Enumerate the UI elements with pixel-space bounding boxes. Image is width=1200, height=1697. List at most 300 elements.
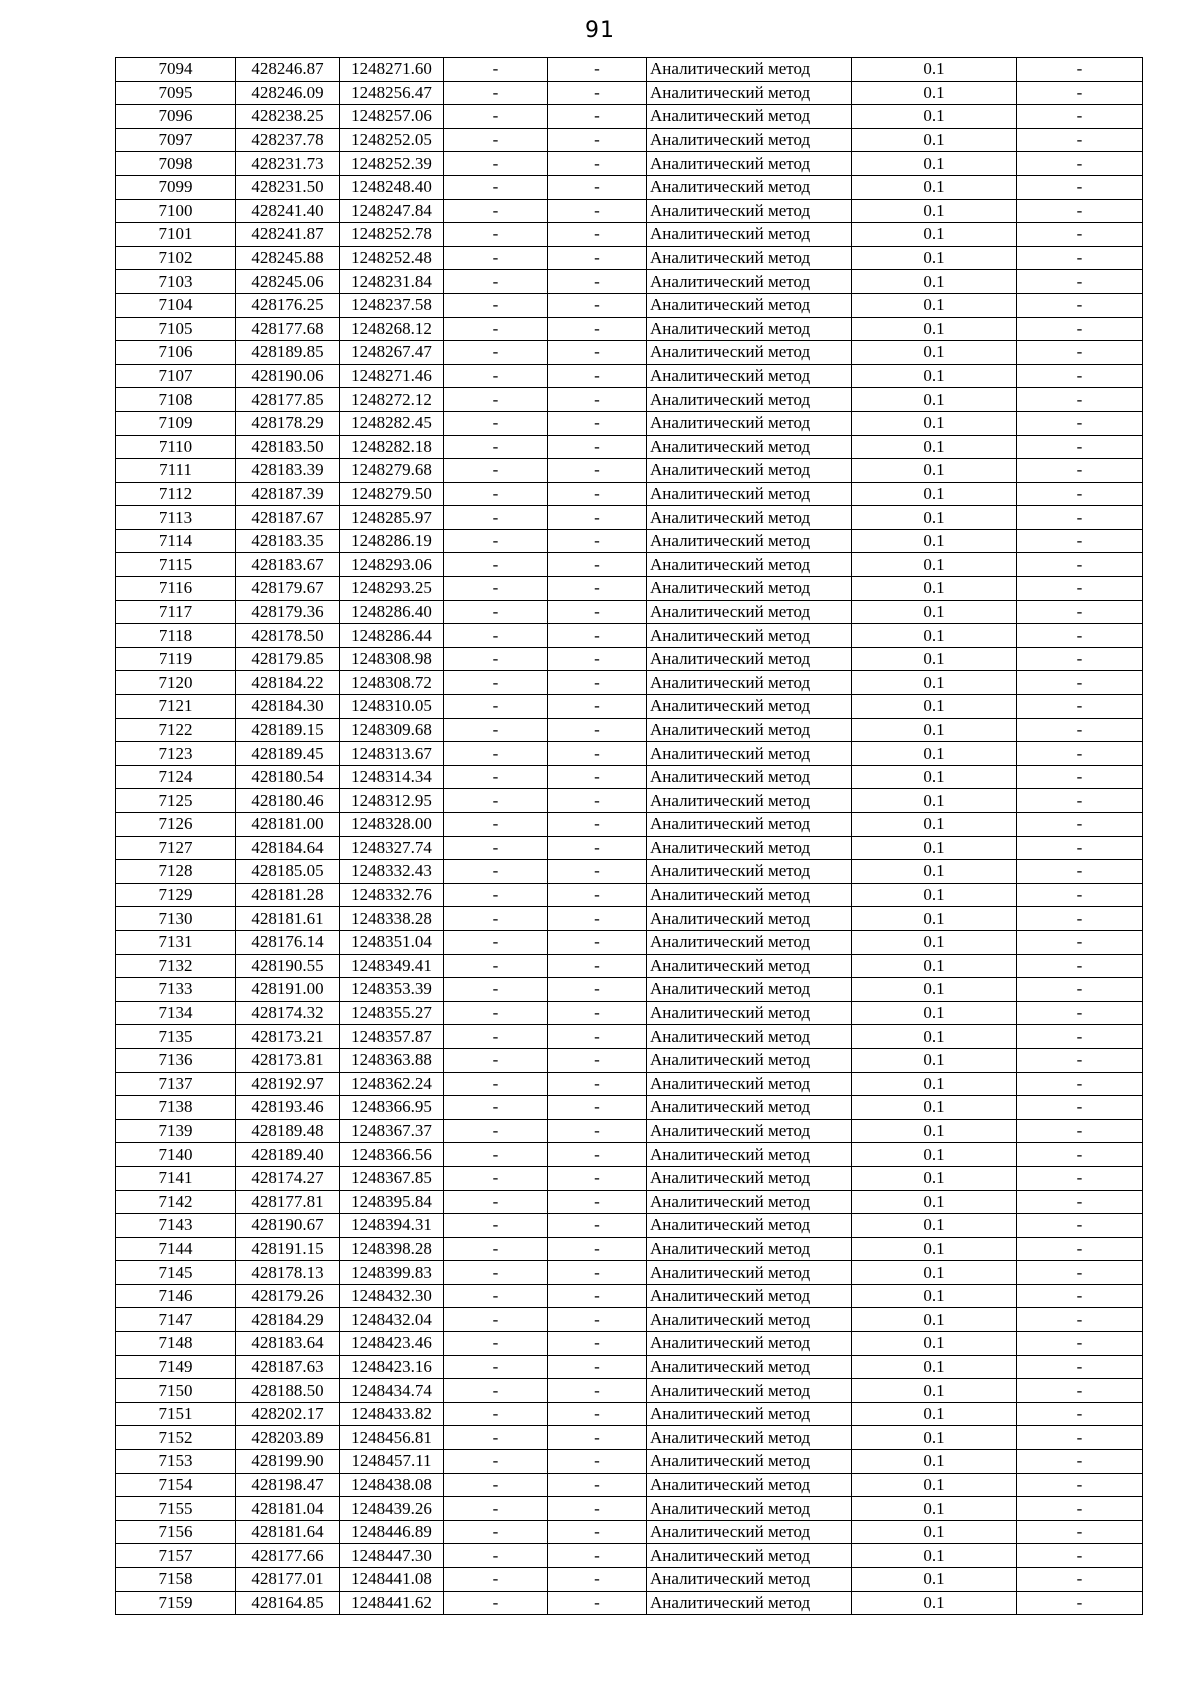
table-row <box>116 1284 1143 1308</box>
y-coordinate-cell: 1248312.95 <box>340 789 444 813</box>
note-cell: - <box>1017 1426 1143 1450</box>
precision-cell: 0.1 <box>852 647 1017 671</box>
precision-cell: 0.1 <box>852 600 1017 624</box>
x-coordinate-cell: 428189.48 <box>236 1119 340 1143</box>
y-coordinate-cell: 1248353.39 <box>340 978 444 1002</box>
precision-cell: 0.1 <box>852 1379 1017 1403</box>
y-coordinate-cell: 1248286.40 <box>340 600 444 624</box>
note-cell: - <box>1017 624 1143 648</box>
empty-dash-cell: - <box>548 270 647 294</box>
empty-dash-cell: - <box>548 341 647 365</box>
empty-dash-cell: - <box>548 152 647 176</box>
precision-cell: 0.1 <box>852 482 1017 506</box>
x-coordinate-cell: 428183.67 <box>236 553 340 577</box>
method-cell: Аналитический метод <box>647 1143 852 1167</box>
note-cell: - <box>1017 270 1143 294</box>
y-coordinate-cell: 1248252.78 <box>340 223 444 247</box>
note-cell: - <box>1017 364 1143 388</box>
empty-dash-cell: - <box>444 529 548 553</box>
empty-dash-cell: - <box>444 506 548 530</box>
method-cell: Аналитический метод <box>647 506 852 530</box>
method-cell: Аналитический метод <box>647 978 852 1002</box>
table-row <box>116 883 1143 907</box>
table-row <box>116 482 1143 506</box>
method-cell: Аналитический метод <box>647 789 852 813</box>
empty-dash-cell: - <box>444 742 548 766</box>
point-number-cell: 7109 <box>116 411 236 435</box>
empty-dash-cell: - <box>444 58 548 82</box>
method-cell: Аналитический метод <box>647 1096 852 1120</box>
y-coordinate-cell: 1248432.04 <box>340 1308 444 1332</box>
table-row <box>116 435 1143 459</box>
point-number-cell: 7143 <box>116 1214 236 1238</box>
precision-cell: 0.1 <box>852 1143 1017 1167</box>
point-number-cell: 7159 <box>116 1591 236 1615</box>
note-cell: - <box>1017 930 1143 954</box>
x-coordinate-cell: 428198.47 <box>236 1473 340 1497</box>
note-cell: - <box>1017 1143 1143 1167</box>
empty-dash-cell: - <box>548 506 647 530</box>
y-coordinate-cell: 1248271.46 <box>340 364 444 388</box>
x-coordinate-cell: 428177.85 <box>236 388 340 412</box>
note-cell: - <box>1017 152 1143 176</box>
precision-cell: 0.1 <box>852 1473 1017 1497</box>
y-coordinate-cell: 1248252.05 <box>340 128 444 152</box>
empty-dash-cell: - <box>444 930 548 954</box>
empty-dash-cell: - <box>548 1261 647 1285</box>
table-row <box>116 1355 1143 1379</box>
empty-dash-cell: - <box>548 1332 647 1356</box>
note-cell: - <box>1017 1568 1143 1592</box>
x-coordinate-cell: 428179.67 <box>236 577 340 601</box>
point-number-cell: 7130 <box>116 907 236 931</box>
empty-dash-cell: - <box>548 1520 647 1544</box>
empty-dash-cell: - <box>444 1119 548 1143</box>
point-number-cell: 7127 <box>116 836 236 860</box>
empty-dash-cell: - <box>444 411 548 435</box>
y-coordinate-cell: 1248447.30 <box>340 1544 444 1568</box>
table-body <box>116 58 1143 1615</box>
note-cell: - <box>1017 529 1143 553</box>
empty-dash-cell: - <box>548 1284 647 1308</box>
point-number-cell: 7133 <box>116 978 236 1002</box>
x-coordinate-cell: 428178.50 <box>236 624 340 648</box>
x-coordinate-cell: 428241.87 <box>236 223 340 247</box>
empty-dash-cell: - <box>444 459 548 483</box>
empty-dash-cell: - <box>444 624 548 648</box>
empty-dash-cell: - <box>548 1355 647 1379</box>
note-cell: - <box>1017 1332 1143 1356</box>
table-row <box>116 978 1143 1002</box>
table-row <box>116 175 1143 199</box>
note-cell: - <box>1017 58 1143 82</box>
note-cell: - <box>1017 341 1143 365</box>
note-cell: - <box>1017 907 1143 931</box>
precision-cell: 0.1 <box>852 388 1017 412</box>
empty-dash-cell: - <box>444 978 548 1002</box>
method-cell: Аналитический метод <box>647 411 852 435</box>
empty-dash-cell: - <box>444 1497 548 1521</box>
note-cell: - <box>1017 860 1143 884</box>
empty-dash-cell: - <box>548 105 647 129</box>
point-number-cell: 7111 <box>116 459 236 483</box>
x-coordinate-cell: 428184.64 <box>236 836 340 860</box>
x-coordinate-cell: 428184.22 <box>236 671 340 695</box>
table-row <box>116 459 1143 483</box>
y-coordinate-cell: 1248293.25 <box>340 577 444 601</box>
point-number-cell: 7113 <box>116 506 236 530</box>
note-cell: - <box>1017 105 1143 129</box>
empty-dash-cell: - <box>444 836 548 860</box>
y-coordinate-cell: 1248310.05 <box>340 695 444 719</box>
note-cell: - <box>1017 128 1143 152</box>
method-cell: Аналитический метод <box>647 246 852 270</box>
precision-cell: 0.1 <box>852 860 1017 884</box>
empty-dash-cell: - <box>444 695 548 719</box>
point-number-cell: 7106 <box>116 341 236 365</box>
x-coordinate-cell: 428193.46 <box>236 1096 340 1120</box>
precision-cell: 0.1 <box>852 105 1017 129</box>
precision-cell: 0.1 <box>852 270 1017 294</box>
point-number-cell: 7101 <box>116 223 236 247</box>
point-number-cell: 7132 <box>116 954 236 978</box>
coordinates-table <box>115 57 1143 1615</box>
method-cell: Аналитический метод <box>647 459 852 483</box>
precision-cell: 0.1 <box>852 1284 1017 1308</box>
precision-cell: 0.1 <box>852 1568 1017 1592</box>
note-cell: - <box>1017 883 1143 907</box>
x-coordinate-cell: 428199.90 <box>236 1450 340 1474</box>
table-row <box>116 553 1143 577</box>
empty-dash-cell: - <box>548 529 647 553</box>
method-cell: Аналитический метод <box>647 1025 852 1049</box>
point-number-cell: 7146 <box>116 1284 236 1308</box>
y-coordinate-cell: 1248252.39 <box>340 152 444 176</box>
empty-dash-cell: - <box>444 1355 548 1379</box>
table-row <box>116 364 1143 388</box>
y-coordinate-cell: 1248248.40 <box>340 175 444 199</box>
y-coordinate-cell: 1248363.88 <box>340 1048 444 1072</box>
x-coordinate-cell: 428176.25 <box>236 293 340 317</box>
x-coordinate-cell: 428189.85 <box>236 341 340 365</box>
empty-dash-cell: - <box>444 1025 548 1049</box>
empty-dash-cell: - <box>444 1048 548 1072</box>
table-row <box>116 223 1143 247</box>
x-coordinate-cell: 428173.81 <box>236 1048 340 1072</box>
method-cell: Аналитический метод <box>647 1308 852 1332</box>
empty-dash-cell: - <box>444 293 548 317</box>
point-number-cell: 7156 <box>116 1520 236 1544</box>
method-cell: Аналитический метод <box>647 1520 852 1544</box>
empty-dash-cell: - <box>548 624 647 648</box>
x-coordinate-cell: 428177.81 <box>236 1190 340 1214</box>
empty-dash-cell: - <box>548 293 647 317</box>
empty-dash-cell: - <box>548 1591 647 1615</box>
empty-dash-cell: - <box>444 1096 548 1120</box>
table-row <box>116 58 1143 82</box>
point-number-cell: 7128 <box>116 860 236 884</box>
y-coordinate-cell: 1248438.08 <box>340 1473 444 1497</box>
method-cell: Аналитический метод <box>647 1426 852 1450</box>
method-cell: Аналитический метод <box>647 105 852 129</box>
y-coordinate-cell: 1248355.27 <box>340 1001 444 1025</box>
table-row <box>116 1426 1143 1450</box>
x-coordinate-cell: 428187.63 <box>236 1355 340 1379</box>
empty-dash-cell: - <box>548 789 647 813</box>
empty-dash-cell: - <box>548 482 647 506</box>
precision-cell: 0.1 <box>852 718 1017 742</box>
note-cell: - <box>1017 954 1143 978</box>
x-coordinate-cell: 428177.68 <box>236 317 340 341</box>
point-number-cell: 7107 <box>116 364 236 388</box>
precision-cell: 0.1 <box>852 293 1017 317</box>
point-number-cell: 7105 <box>116 317 236 341</box>
point-number-cell: 7153 <box>116 1450 236 1474</box>
note-cell: - <box>1017 1190 1143 1214</box>
precision-cell: 0.1 <box>852 529 1017 553</box>
y-coordinate-cell: 1248231.84 <box>340 270 444 294</box>
y-coordinate-cell: 1248367.85 <box>340 1166 444 1190</box>
empty-dash-cell: - <box>548 907 647 931</box>
empty-dash-cell: - <box>444 671 548 695</box>
method-cell: Аналитический метод <box>647 695 852 719</box>
empty-dash-cell: - <box>444 482 548 506</box>
empty-dash-cell: - <box>548 600 647 624</box>
precision-cell: 0.1 <box>852 883 1017 907</box>
y-coordinate-cell: 1248362.24 <box>340 1072 444 1096</box>
precision-cell: 0.1 <box>852 742 1017 766</box>
point-number-cell: 7140 <box>116 1143 236 1167</box>
point-number-cell: 7117 <box>116 600 236 624</box>
method-cell: Аналитический метод <box>647 907 852 931</box>
empty-dash-cell: - <box>444 789 548 813</box>
empty-dash-cell: - <box>548 1568 647 1592</box>
table-row <box>116 81 1143 105</box>
method-cell: Аналитический метод <box>647 81 852 105</box>
table-row <box>116 1001 1143 1025</box>
table-row <box>116 1544 1143 1568</box>
y-coordinate-cell: 1248432.30 <box>340 1284 444 1308</box>
point-number-cell: 7136 <box>116 1048 236 1072</box>
point-number-cell: 7141 <box>116 1166 236 1190</box>
empty-dash-cell: - <box>548 836 647 860</box>
method-cell: Аналитический метод <box>647 553 852 577</box>
empty-dash-cell: - <box>548 388 647 412</box>
empty-dash-cell: - <box>548 175 647 199</box>
empty-dash-cell: - <box>548 765 647 789</box>
empty-dash-cell: - <box>548 813 647 837</box>
method-cell: Аналитический метод <box>647 1001 852 1025</box>
y-coordinate-cell: 1248332.76 <box>340 883 444 907</box>
note-cell: - <box>1017 388 1143 412</box>
point-number-cell: 7142 <box>116 1190 236 1214</box>
precision-cell: 0.1 <box>852 765 1017 789</box>
empty-dash-cell: - <box>548 978 647 1002</box>
y-coordinate-cell: 1248285.97 <box>340 506 444 530</box>
precision-cell: 0.1 <box>852 175 1017 199</box>
y-coordinate-cell: 1248366.56 <box>340 1143 444 1167</box>
precision-cell: 0.1 <box>852 1190 1017 1214</box>
method-cell: Аналитический метод <box>647 482 852 506</box>
empty-dash-cell: - <box>444 1473 548 1497</box>
x-coordinate-cell: 428237.78 <box>236 128 340 152</box>
x-coordinate-cell: 428179.36 <box>236 600 340 624</box>
y-coordinate-cell: 1248423.46 <box>340 1332 444 1356</box>
x-coordinate-cell: 428246.09 <box>236 81 340 105</box>
point-number-cell: 7150 <box>116 1379 236 1403</box>
note-cell: - <box>1017 317 1143 341</box>
method-cell: Аналитический метод <box>647 1072 852 1096</box>
note-cell: - <box>1017 577 1143 601</box>
method-cell: Аналитический метод <box>647 1402 852 1426</box>
precision-cell: 0.1 <box>852 930 1017 954</box>
note-cell: - <box>1017 765 1143 789</box>
empty-dash-cell: - <box>444 1284 548 1308</box>
note-cell: - <box>1017 718 1143 742</box>
note-cell: - <box>1017 695 1143 719</box>
empty-dash-cell: - <box>548 459 647 483</box>
empty-dash-cell: - <box>548 742 647 766</box>
method-cell: Аналитический метод <box>647 742 852 766</box>
x-coordinate-cell: 428184.30 <box>236 695 340 719</box>
y-coordinate-cell: 1248282.18 <box>340 435 444 459</box>
empty-dash-cell: - <box>548 58 647 82</box>
precision-cell: 0.1 <box>852 1096 1017 1120</box>
point-number-cell: 7099 <box>116 175 236 199</box>
precision-cell: 0.1 <box>852 1402 1017 1426</box>
point-number-cell: 7098 <box>116 152 236 176</box>
empty-dash-cell: - <box>444 1591 548 1615</box>
precision-cell: 0.1 <box>852 1072 1017 1096</box>
method-cell: Аналитический метод <box>647 364 852 388</box>
point-number-cell: 7125 <box>116 789 236 813</box>
y-coordinate-cell: 1248267.47 <box>340 341 444 365</box>
x-coordinate-cell: 428192.97 <box>236 1072 340 1096</box>
empty-dash-cell: - <box>444 1450 548 1474</box>
empty-dash-cell: - <box>548 1379 647 1403</box>
precision-cell: 0.1 <box>852 1497 1017 1521</box>
table-row <box>116 1166 1143 1190</box>
point-number-cell: 7138 <box>116 1096 236 1120</box>
method-cell: Аналитический метод <box>647 671 852 695</box>
empty-dash-cell: - <box>548 553 647 577</box>
note-cell: - <box>1017 1497 1143 1521</box>
point-number-cell: 7094 <box>116 58 236 82</box>
precision-cell: 0.1 <box>852 152 1017 176</box>
note-cell: - <box>1017 1166 1143 1190</box>
method-cell: Аналитический метод <box>647 930 852 954</box>
table-row <box>116 600 1143 624</box>
table-row <box>116 1190 1143 1214</box>
note-cell: - <box>1017 1214 1143 1238</box>
empty-dash-cell: - <box>444 1402 548 1426</box>
note-cell: - <box>1017 978 1143 1002</box>
y-coordinate-cell: 1248423.16 <box>340 1355 444 1379</box>
note-cell: - <box>1017 435 1143 459</box>
empty-dash-cell: - <box>548 1450 647 1474</box>
table-row <box>116 1025 1143 1049</box>
precision-cell: 0.1 <box>852 199 1017 223</box>
note-cell: - <box>1017 553 1143 577</box>
method-cell: Аналитический метод <box>647 223 852 247</box>
note-cell: - <box>1017 1284 1143 1308</box>
note-cell: - <box>1017 647 1143 671</box>
table-row <box>116 695 1143 719</box>
table-row <box>116 742 1143 766</box>
point-number-cell: 7096 <box>116 105 236 129</box>
method-cell: Аналитический метод <box>647 860 852 884</box>
table-row <box>116 1143 1143 1167</box>
empty-dash-cell: - <box>444 647 548 671</box>
y-coordinate-cell: 1248309.68 <box>340 718 444 742</box>
table-row <box>116 765 1143 789</box>
table-row <box>116 1379 1143 1403</box>
precision-cell: 0.1 <box>852 1544 1017 1568</box>
method-cell: Аналитический метод <box>647 175 852 199</box>
table-row <box>116 860 1143 884</box>
table-row <box>116 954 1143 978</box>
note-cell: - <box>1017 506 1143 530</box>
table-row <box>116 341 1143 365</box>
empty-dash-cell: - <box>444 1544 548 1568</box>
table-row <box>116 293 1143 317</box>
point-number-cell: 7147 <box>116 1308 236 1332</box>
method-cell: Аналитический метод <box>647 270 852 294</box>
point-number-cell: 7116 <box>116 577 236 601</box>
empty-dash-cell: - <box>548 1426 647 1450</box>
empty-dash-cell: - <box>548 1025 647 1049</box>
x-coordinate-cell: 428183.64 <box>236 1332 340 1356</box>
point-number-cell: 7148 <box>116 1332 236 1356</box>
empty-dash-cell: - <box>444 128 548 152</box>
empty-dash-cell: - <box>444 1166 548 1190</box>
table-row <box>116 1520 1143 1544</box>
table-row <box>116 246 1143 270</box>
empty-dash-cell: - <box>548 1001 647 1025</box>
x-coordinate-cell: 428184.29 <box>236 1308 340 1332</box>
note-cell: - <box>1017 1355 1143 1379</box>
y-coordinate-cell: 1248279.68 <box>340 459 444 483</box>
method-cell: Аналитический метод <box>647 1261 852 1285</box>
table-row <box>116 1214 1143 1238</box>
note-cell: - <box>1017 1261 1143 1285</box>
empty-dash-cell: - <box>444 1072 548 1096</box>
y-coordinate-cell: 1248271.60 <box>340 58 444 82</box>
point-number-cell: 7122 <box>116 718 236 742</box>
empty-dash-cell: - <box>548 1096 647 1120</box>
point-number-cell: 7097 <box>116 128 236 152</box>
point-number-cell: 7112 <box>116 482 236 506</box>
method-cell: Аналитический метод <box>647 954 852 978</box>
y-coordinate-cell: 1248252.48 <box>340 246 444 270</box>
x-coordinate-cell: 428183.35 <box>236 529 340 553</box>
table-row <box>116 152 1143 176</box>
note-cell: - <box>1017 1119 1143 1143</box>
x-coordinate-cell: 428191.15 <box>236 1237 340 1261</box>
method-cell: Аналитический метод <box>647 624 852 648</box>
empty-dash-cell: - <box>548 364 647 388</box>
method-cell: Аналитический метод <box>647 1332 852 1356</box>
table-row <box>116 1332 1143 1356</box>
empty-dash-cell: - <box>548 718 647 742</box>
x-coordinate-cell: 428178.29 <box>236 411 340 435</box>
precision-cell: 0.1 <box>852 1426 1017 1450</box>
precision-cell: 0.1 <box>852 1166 1017 1190</box>
precision-cell: 0.1 <box>852 1048 1017 1072</box>
y-coordinate-cell: 1248395.84 <box>340 1190 444 1214</box>
empty-dash-cell: - <box>444 199 548 223</box>
precision-cell: 0.1 <box>852 81 1017 105</box>
